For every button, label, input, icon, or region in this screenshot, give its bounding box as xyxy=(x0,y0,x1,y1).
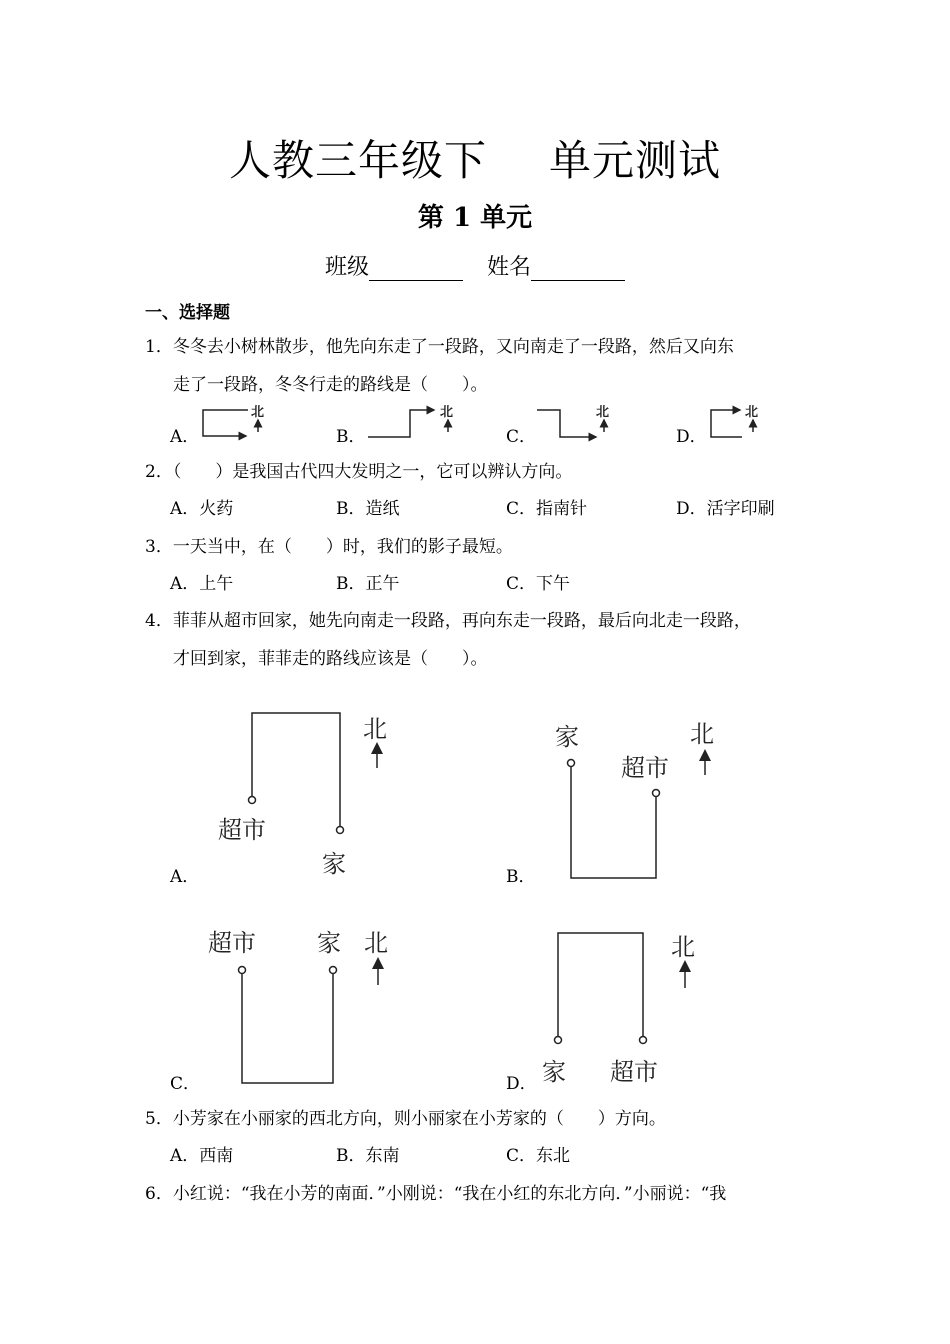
name-label: 姓名 xyxy=(487,255,532,280)
q1-line1: 1．冬冬去小树林散步，他先向东走了一段路，又向南走了一段路，然后又向东 xyxy=(145,337,734,357)
q2-option-d[interactable]: D．活字印刷 xyxy=(676,499,775,519)
q4-home-b: 家 xyxy=(555,723,579,751)
q3-text: 3．一天当中，在（ ）时，我们的影子最短。 xyxy=(145,537,513,557)
q4-line2: 才回到家，菲菲走的路线应该是（ ）。 xyxy=(173,649,488,669)
q4-supermarket-d: 超市 xyxy=(610,1058,658,1086)
q1-option-d[interactable]: D． xyxy=(676,427,707,447)
q1-option-c[interactable]: C． xyxy=(506,427,537,447)
q3-option-a[interactable]: A．上午 xyxy=(170,574,234,594)
q5-option-a[interactable]: A．西南 xyxy=(170,1146,234,1166)
q4-home-c: 家 xyxy=(317,929,341,957)
q4-north-a: 北 xyxy=(363,715,387,743)
q4-option-b[interactable]: B． xyxy=(506,867,536,887)
q4-option-a[interactable]: A． xyxy=(170,867,200,887)
unit-subtitle: 第 1 单元 xyxy=(417,203,533,233)
title-part1: 人教三年级下 xyxy=(228,136,487,185)
q1-line2: 走了一段路，冬冬行走的路线是（ ）。 xyxy=(173,375,488,395)
q1-north-c: 北 xyxy=(596,405,610,420)
q1-option-b[interactable]: B． xyxy=(336,427,366,447)
q4-supermarket-b: 超市 xyxy=(621,754,669,782)
q4-option-d[interactable]: D． xyxy=(506,1074,537,1094)
q4-line1: 4．菲菲从超市回家，她先向南走一段路，再向东走一段路，最后向北走一段路， xyxy=(145,611,751,631)
q2-option-a[interactable]: A．火药 xyxy=(170,499,234,519)
q4-home-d: 家 xyxy=(542,1058,566,1086)
q2-option-b[interactable]: B．造纸 xyxy=(336,499,400,519)
q2-option-c[interactable]: C．指南针 xyxy=(506,499,588,519)
q3-option-c[interactable]: C．下午 xyxy=(506,574,571,594)
q4-option-c[interactable]: C． xyxy=(170,1074,201,1094)
q6-text: 6．小红说：“我在小芳的南面．”小刚说：“我在小红的东北方向．”小丽说：“我 xyxy=(145,1184,727,1204)
q4-supermarket-c: 超市 xyxy=(208,929,256,957)
q5-option-b[interactable]: B．东南 xyxy=(336,1146,400,1166)
title-part2: 单元测试 xyxy=(549,136,722,185)
q5-text: 5．小芳家在小丽家的西北方向，则小丽家在小芳家的（ ）方向。 xyxy=(145,1109,666,1129)
q5-option-c[interactable]: C．东北 xyxy=(506,1146,571,1166)
class-label: 班级 xyxy=(324,255,369,280)
q4-route-d xyxy=(555,933,647,1044)
q4-north-d: 北 xyxy=(671,933,695,961)
q1-option-a[interactable]: A． xyxy=(170,427,200,447)
q4-north-b: 北 xyxy=(690,720,714,748)
q4-north-c: 北 xyxy=(364,929,388,957)
q2-text: 2．（ ）是我国古代四大发明之一，它可以辨认方向。 xyxy=(145,462,573,482)
q1-north-d: 北 xyxy=(745,405,759,420)
q1-north-b: 北 xyxy=(440,405,454,420)
q3-option-b[interactable]: B．正午 xyxy=(336,574,400,594)
q4-route-c xyxy=(239,967,337,1084)
q4-supermarket-a: 超市 xyxy=(218,816,266,844)
q4-home-a: 家 xyxy=(322,850,346,878)
section-title: 一、选择题 xyxy=(145,303,230,323)
q1-north-a: 北 xyxy=(251,405,265,420)
